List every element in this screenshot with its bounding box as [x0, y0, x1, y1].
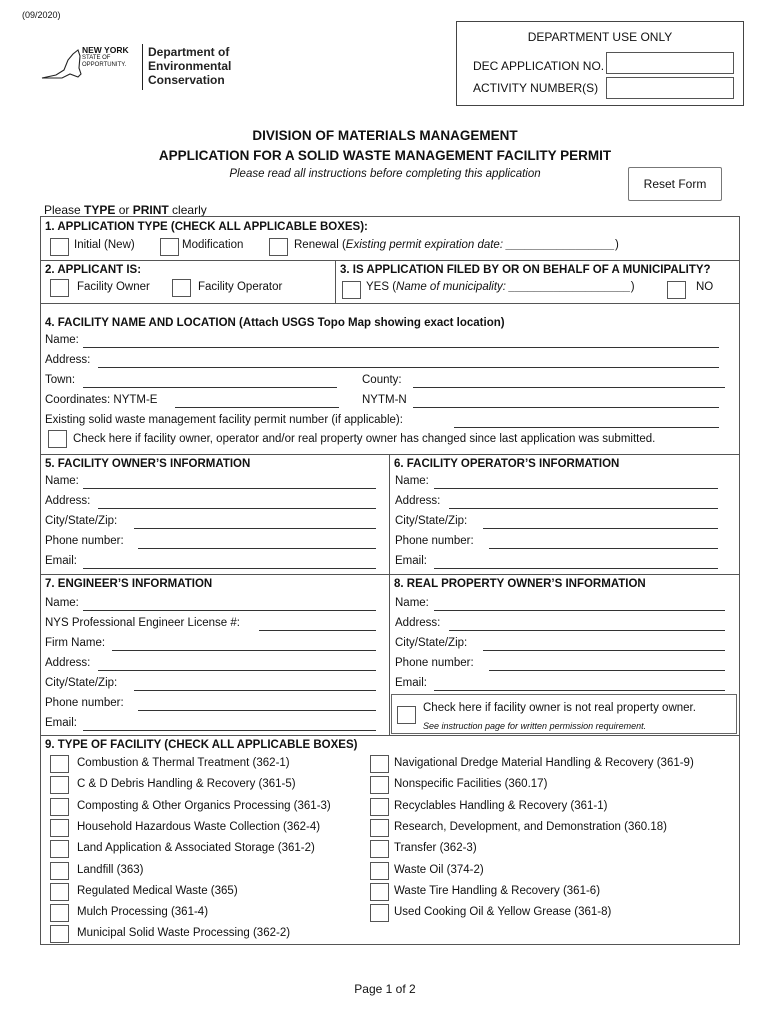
section-2-heading: 2. APPLICANT IS: [45, 264, 142, 276]
section-6-heading: 6. FACILITY OPERATOR’S INFORMATION [394, 458, 620, 470]
facility-address-label: Address: [45, 354, 91, 366]
engineer-firm-label: Firm Name: [45, 637, 106, 649]
engineer-phone-field[interactable] [138, 710, 376, 711]
facility-town-field[interactable] [83, 387, 337, 388]
existing-permit-label: Existing solid waste management facility permit number (if applicable): [45, 414, 403, 426]
coordinates-nytm-n-label: NYTM-N [362, 394, 407, 406]
ownership-changed-checkbox[interactable] [48, 430, 67, 448]
not-property-owner-checkbox[interactable] [397, 706, 416, 724]
facility-address-field[interactable] [98, 367, 719, 368]
facility-type-left-label: Mulch Processing (361-4) [77, 906, 209, 919]
facility-type-left-checkbox[interactable] [50, 840, 69, 858]
facility-type-left-checkbox[interactable] [50, 819, 69, 837]
engineer-email-label: Email: [45, 717, 77, 729]
department-use-only-box [456, 21, 744, 106]
facility-type-left-label: Composting & Other Organics Processing (361-3) [77, 799, 331, 812]
facility-type-right-checkbox[interactable] [370, 904, 389, 922]
facility-type-right-label: Waste Oil (374-2) [394, 863, 484, 876]
facility-type-left-label: Household Hazardous Waste Collection (362-4) [77, 820, 321, 833]
renewal-checkbox[interactable] [269, 238, 288, 256]
owner-address-field[interactable] [98, 508, 376, 509]
facility-name-field[interactable] [83, 347, 719, 348]
property-owner-name-field[interactable] [434, 610, 725, 611]
department-use-title: DEPARTMENT USE ONLY [527, 30, 673, 44]
nys-dec-logo [40, 44, 240, 92]
facility-type-right-label: Research, Development, and Demonstration (360.18) [394, 820, 667, 833]
facility-type-left-checkbox[interactable] [50, 862, 69, 880]
section-9-heading: 9. TYPE OF FACILITY (CHECK ALL APPLICABLE BOXES) [45, 739, 358, 751]
operator-phone-field[interactable] [489, 548, 718, 549]
facility-county-label: County: [362, 374, 402, 386]
existing-permit-field[interactable] [454, 427, 719, 428]
property-owner-email-label: Email: [395, 677, 427, 689]
facility-type-left-label: Landfill (363) [77, 863, 144, 876]
property-owner-address-field[interactable] [449, 630, 725, 631]
owner-phone-label: Phone number: [45, 535, 124, 547]
operator-city-label: City/State/Zip: [395, 515, 468, 527]
operator-address-label: Address: [395, 495, 441, 507]
owner-email-label: Email: [45, 555, 77, 567]
engineer-firm-field[interactable] [112, 650, 376, 651]
permission-note: See instruction page for written permission requirement. [423, 721, 647, 731]
section-4-heading: 4. FACILITY NAME AND LOCATION (Attach USGS Topo Map showing exact location) [45, 317, 505, 329]
property-owner-address-label: Address: [395, 617, 441, 629]
ownership-changed-label: Check here if facility owner, operator and/or real property owner has changed since last application was submitted. [73, 433, 656, 445]
facility-type-left-label: Municipal Solid Waste Processing (362-2) [77, 927, 291, 940]
coordinates-nytm-n-field[interactable] [413, 407, 719, 408]
property-owner-city-field[interactable] [483, 650, 725, 651]
operator-phone-label: Phone number: [395, 535, 474, 547]
please-type-print: Please TYPE or PRINT clearly [44, 203, 207, 217]
modification-label: Modification [182, 239, 244, 251]
property-owner-phone-field[interactable] [489, 670, 725, 671]
facility-type-left-checkbox[interactable] [50, 904, 69, 922]
logo-state-name: NEW YORK [82, 45, 129, 55]
operator-email-label: Email: [395, 555, 427, 567]
divider [389, 454, 390, 735]
divider [41, 574, 739, 575]
divider [41, 303, 739, 304]
municipality-yes-label: YES (Name of municipality: ___________________) [366, 281, 635, 293]
municipality-no-label: NO [696, 281, 714, 293]
divider [41, 260, 739, 261]
facility-type-left-checkbox[interactable] [50, 776, 69, 794]
page-number: Page 1 of 2 [354, 982, 416, 996]
instruction-text: Please read all instructions before completing this application [229, 168, 541, 180]
facility-type-left-checkbox[interactable] [50, 883, 69, 901]
section-3-heading: 3. IS APPLICATION FILED BY OR ON BEHALF OF A MUNICIPALITY? [340, 264, 711, 276]
facility-operator-checkbox[interactable] [172, 279, 191, 297]
engineer-address-field[interactable] [98, 670, 376, 671]
coordinates-nytm-e-field[interactable] [175, 407, 339, 408]
facility-type-left-checkbox[interactable] [50, 755, 69, 773]
owner-city-label: City/State/Zip: [45, 515, 118, 527]
activity-number-field[interactable] [606, 77, 734, 99]
facility-type-left-label: Land Application & Associated Storage (361-2) [77, 842, 315, 855]
revision-date: (09/2020) [22, 10, 61, 20]
operator-name-label: Name: [395, 475, 429, 487]
owner-city-field[interactable] [134, 528, 376, 529]
facility-type-right-checkbox[interactable] [370, 798, 389, 816]
owner-email-field[interactable] [83, 568, 376, 569]
facility-type-right-checkbox[interactable] [370, 862, 389, 880]
divider [41, 735, 739, 736]
engineer-city-label: City/State/Zip: [45, 677, 118, 689]
facility-type-right-checkbox[interactable] [370, 883, 389, 901]
facility-type-left-checkbox[interactable] [50, 798, 69, 816]
engineer-address-label: Address: [45, 657, 91, 669]
owner-address-label: Address: [45, 495, 91, 507]
operator-name-field[interactable] [434, 488, 718, 489]
facility-type-left-checkbox[interactable] [50, 925, 69, 943]
logo-state-sub: STATE OF OPPORTUNITY. [82, 55, 127, 68]
facility-name-label: Name: [45, 334, 79, 346]
facility-type-right-checkbox[interactable] [370, 776, 389, 794]
owner-name-label: Name: [45, 475, 79, 487]
operator-address-field[interactable] [449, 508, 718, 509]
reset-form-button[interactable]: Reset Form [628, 167, 722, 201]
facility-operator-label: Facility Operator [198, 281, 283, 293]
divider [41, 454, 739, 455]
section-7-heading: 7. ENGINEER’S INFORMATION [45, 578, 213, 590]
engineer-email-field[interactable] [83, 730, 376, 731]
facility-type-right-checkbox[interactable] [370, 840, 389, 858]
engineer-name-field[interactable] [83, 610, 376, 611]
engineer-name-label: Name: [45, 597, 79, 609]
application-form-frame [40, 216, 740, 945]
new-york-state-map-icon [40, 48, 82, 82]
division-title: DIVISION OF MATERIALS MANAGEMENT [252, 128, 518, 143]
dec-application-no-field[interactable] [606, 52, 734, 74]
facility-type-right-label: Recyclables Handling & Recovery (361-1) [394, 799, 608, 812]
operator-email-field[interactable] [434, 568, 718, 569]
engineer-license-field[interactable] [259, 630, 376, 631]
property-owner-phone-label: Phone number: [395, 657, 474, 669]
logo-department-name: Department of Environmental Conservation [148, 45, 232, 87]
dec-application-no-label: DEC APPLICATION NO. [473, 59, 605, 73]
renewal-label: Renewal (Existing permit expiration date: _________________) [294, 239, 619, 251]
facility-type-left-label: C & D Debris Handling & Recovery (361-5) [77, 778, 296, 791]
owner-name-field[interactable] [83, 488, 376, 489]
engineer-license-label: NYS Professional Engineer License #: [45, 617, 240, 629]
property-owner-email-field[interactable] [434, 690, 725, 691]
logo-divider [142, 44, 143, 90]
engineer-phone-label: Phone number: [45, 697, 124, 709]
facility-town-label: Town: [45, 374, 76, 386]
initial-new-checkbox[interactable] [50, 238, 69, 256]
facility-type-right-label: Used Cooking Oil & Yellow Grease (361-8) [394, 906, 612, 919]
property-owner-name-label: Name: [395, 597, 429, 609]
section-5-heading: 5. FACILITY OWNER’S INFORMATION [45, 458, 251, 470]
facility-type-left-label: Combustion & Thermal Treatment (362-1) [77, 757, 290, 769]
facility-type-right-label: Nonspecific Facilities (360.17) [394, 778, 548, 791]
section-8-heading: 8. REAL PROPERTY OWNER’S INFORMATION [394, 578, 646, 590]
facility-type-right-label: Waste Tire Handling & Recovery (361-6) [394, 884, 601, 897]
application-title: APPLICATION FOR A SOLID WASTE MANAGEMENT FACILITY PERMIT [158, 148, 612, 163]
operator-city-field[interactable] [483, 528, 718, 529]
initial-new-label: Initial (New) [74, 239, 135, 251]
owner-phone-field[interactable] [138, 548, 376, 549]
facility-county-field[interactable] [413, 387, 725, 388]
facility-type-right-label: Transfer (362-3) [394, 842, 477, 855]
municipality-yes-checkbox[interactable] [342, 281, 361, 299]
facility-type-right-label: Navigational Dredge Material Handling & Recovery (361-9) [394, 757, 694, 769]
not-property-owner-label: Check here if facility owner is not real property owner. [423, 702, 696, 714]
engineer-city-field[interactable] [134, 690, 376, 691]
facility-type-left-label: Regulated Medical Waste (365) [77, 884, 238, 897]
facility-owner-checkbox[interactable] [50, 279, 69, 297]
property-owner-city-label: City/State/Zip: [395, 637, 468, 649]
divider [335, 260, 336, 303]
coordinates-nytm-e-label: Coordinates: NYTM-E [45, 394, 158, 406]
facility-owner-label: Facility Owner [77, 281, 150, 293]
facility-type-right-checkbox[interactable] [370, 755, 389, 773]
facility-type-right-checkbox[interactable] [370, 819, 389, 837]
modification-checkbox[interactable] [160, 238, 179, 256]
municipality-no-checkbox[interactable] [667, 281, 686, 299]
activity-number-label: ACTIVITY NUMBER(S) [473, 81, 599, 95]
section-1-heading: 1. APPLICATION TYPE (CHECK ALL APPLICABLE BOXES): [45, 221, 368, 233]
